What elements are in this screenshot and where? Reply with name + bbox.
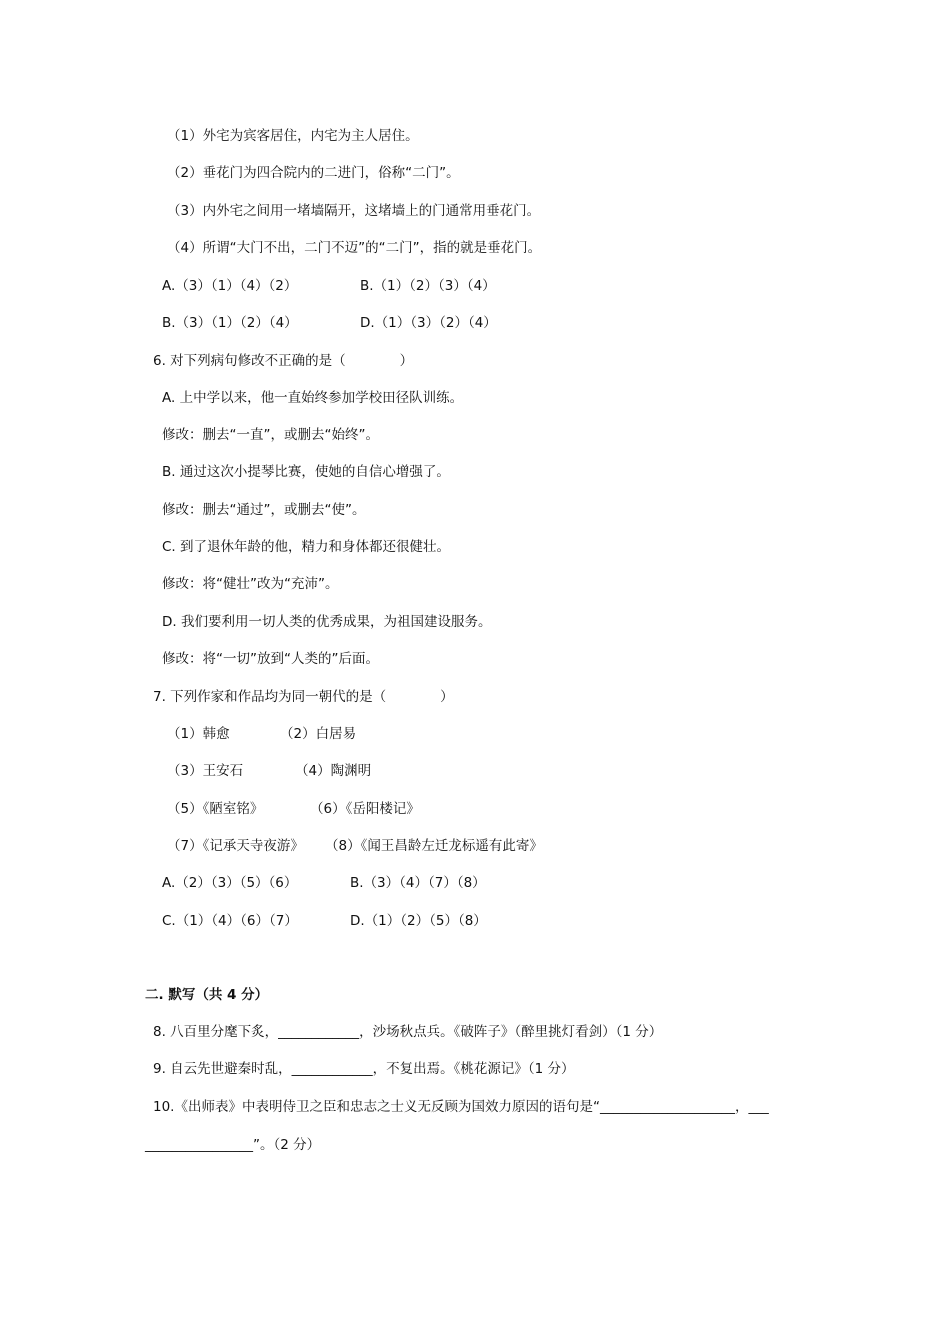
q7-stem: 7. 下列作家和作品均为同一朝代的是（ ） <box>153 689 454 705</box>
q6-fix-a: 修改：删去“一直”，或删去“始终”。 <box>162 427 379 443</box>
q6-fix-b: 修改：删去“通过”，或删去“使”。 <box>162 502 366 518</box>
q9-suffix: ，不复出焉。《桃花源记》（1 分） <box>372 1061 575 1077</box>
q7-item-3: （3）王安石 <box>167 763 244 779</box>
q7-item-5: （5）《陋室铭》 <box>167 801 264 817</box>
q10-suffix: ”。（2 分） <box>253 1137 321 1153</box>
q7-option-b: B.（3）（4）（7）（8） <box>350 875 486 891</box>
q7-option-d: D.（1）（2）（5）（8） <box>350 913 487 929</box>
q7-item-1: （1）韩愈 <box>167 726 230 742</box>
section-2-heading: 二. 默写（共 4 分） <box>145 987 269 1003</box>
q9-blank: ____________ <box>291 1061 373 1077</box>
q7-option-c: C.（1）（4）（6）（7） <box>162 913 298 929</box>
q10-blank-1: ____________________ <box>599 1099 735 1115</box>
q5-option-d: D.（1）（3）（2）（4） <box>360 315 497 331</box>
q6-stem: 6. 对下列病句修改不正确的是（ ） <box>153 353 414 369</box>
q5-option-c: B.（3）（1）（2）（4） <box>162 315 298 331</box>
q7-item-7: （7）《记承天寺夜游》 <box>167 838 304 854</box>
q8-line <box>153 1023 662 1041</box>
q8-prefix: 8. 八百里分麾下炙， <box>153 1024 279 1040</box>
q6-fix-c: 修改：将“健壮”改为“充沛”。 <box>162 576 339 592</box>
q8-suffix: ，沙场秋点兵。《破阵子》（醉里挑灯看剑）（1 分） <box>359 1024 663 1040</box>
q5-item-1: （1）外宅为宾客居住，内宅为主人居住。 <box>167 128 419 144</box>
q6-line-c: C. 到了退休年龄的他，精力和身体都还很健壮。 <box>162 539 451 555</box>
q5-item-2: （2）垂花门为四合院内的二进门，俗称“二门”。 <box>167 165 460 181</box>
q7-option-a: A.（2）（3）（5）（6） <box>162 875 298 891</box>
q10-blank-2: ________________ <box>145 1137 253 1153</box>
q8-blank: ____________ <box>278 1024 360 1040</box>
q5-option-b: B.（1）（2）（3）（4） <box>360 278 496 294</box>
q10-prefix: 10.《出师表》中表明侍卫之臣和忠志之士义无反顾为国效力原因的语句是“ <box>153 1099 600 1115</box>
q5-option-a: A.（3）（1）（4）（2） <box>162 278 298 294</box>
q10-line-1 <box>153 1098 769 1116</box>
q7-item-8: （8）《闻王昌龄左迁龙标遥有此寄》 <box>325 838 543 854</box>
q7-item-4: （4）陶渊明 <box>295 763 372 779</box>
q5-item-3: （3）内外宅之间用一堵墙隔开，这堵墙上的门通常用垂花门。 <box>167 203 541 219</box>
q6-line-a: A. 上中学以来，他一直始终参加学校田径队训练。 <box>162 390 464 406</box>
q9-prefix: 9. 自云先世避秦时乱， <box>153 1061 292 1077</box>
q7-item-6: （6）《岳阳楼记》 <box>310 801 420 817</box>
q6-line-b: B. 通过这次小提琴比赛，使她的自信心增强了。 <box>162 464 450 480</box>
q6-line-d: D. 我们要利用一切人类的优秀成果，为祖国建设服务。 <box>162 614 492 630</box>
q5-item-4: （4）所谓“大门不出，二门不迈”的“二门”，指的就是垂花门。 <box>167 240 542 256</box>
q9-line <box>153 1060 575 1078</box>
q10-separator: ，___ <box>734 1099 769 1115</box>
q7-item-2: （2）白居易 <box>280 726 357 742</box>
q6-fix-d: 修改：将“一切”放到“人类的”后面。 <box>162 651 379 667</box>
q10-line-2 <box>145 1136 320 1154</box>
